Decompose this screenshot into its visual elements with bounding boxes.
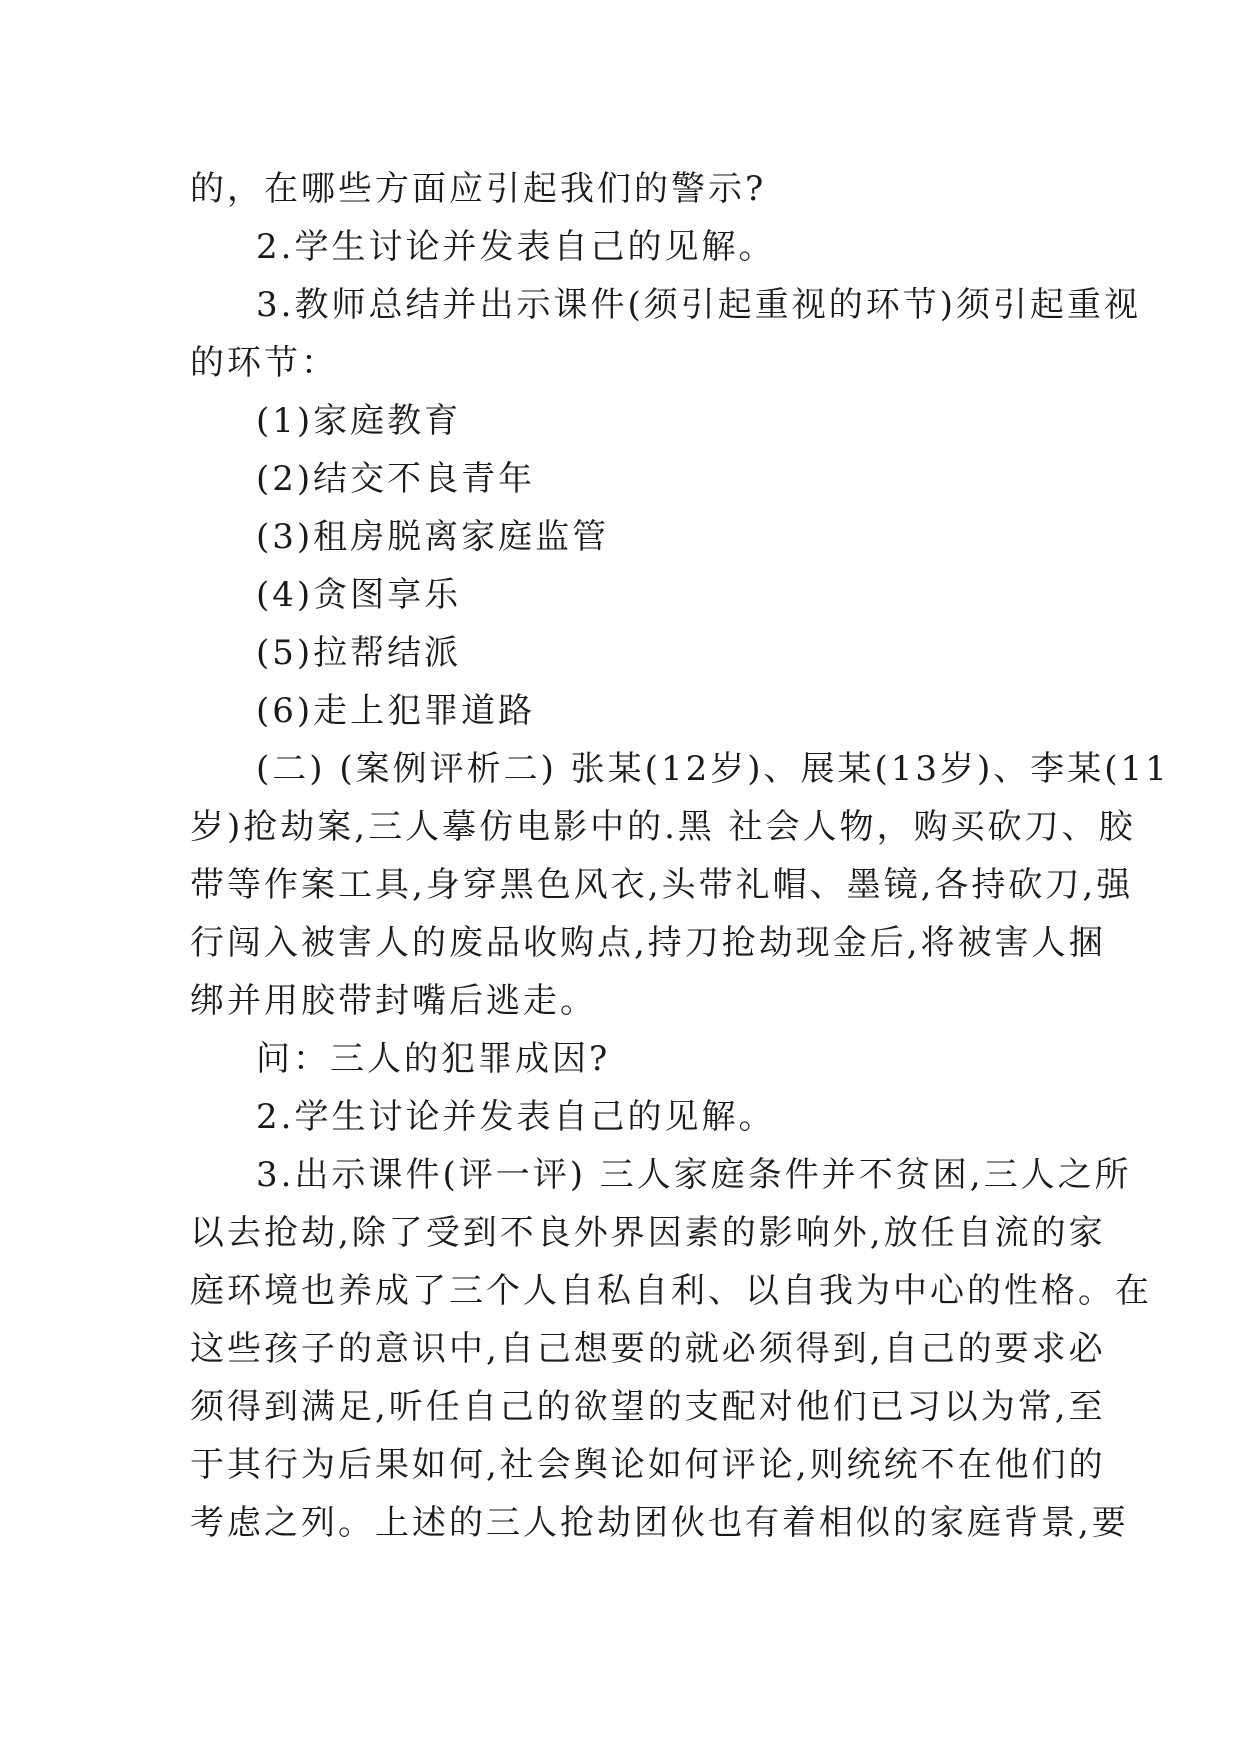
text-line: 3.出示课件(评一评) 三人家庭条件并不贫困,三人之所 <box>256 1155 1132 1195</box>
text-line: 问：三人的犯罪成因? <box>256 1039 611 1079</box>
text-line: 2.学生讨论并发表自己的见解。 <box>256 1097 776 1137</box>
text-line: 行闯入被害人的废品收购点,持刀抢劫现金后,将被害人捆 <box>190 923 1106 963</box>
text-line: 带等作案工具,身穿黑色风衣,头带礼帽、墨镜,各持砍刀,强 <box>190 865 1134 905</box>
list-item: (2)结交不良青年 <box>256 459 536 499</box>
list-item: (1)家庭教育 <box>256 401 462 441</box>
list-item: (4)贪图享乐 <box>256 575 462 615</box>
text-line: (二) (案例评析二) 张某(12岁)、展某(13岁)、李某(11 <box>256 749 1170 789</box>
list-item: (3)租房脱离家庭监管 <box>256 517 610 557</box>
text-line: 于其行为后果如何,社会舆论如何评论,则统统不在他们的 <box>190 1445 1106 1485</box>
text-line: 的环节： <box>190 343 338 383</box>
text-line: 3.教师总结并出示课件(须引起重视的环节)须引起重视 <box>256 285 1141 325</box>
text-line: 2.学生讨论并发表自己的见解。 <box>256 227 776 267</box>
text-line: 绑并用胶带封嘴后逃走。 <box>190 981 597 1021</box>
text-line: 以去抢劫,除了受到不良外界因素的影响外,放任自流的家 <box>190 1213 1106 1253</box>
text-line: 岁)抢劫案,三人摹仿电影中的.黑 社会人物，购买砍刀、胶 <box>190 807 1136 847</box>
list-item: (6)走上犯罪道路 <box>256 691 536 731</box>
text-line: 考虑之列。上述的三人抢劫团伙也有着相似的家庭背景,要 <box>190 1503 1129 1543</box>
list-item: (5)拉帮结派 <box>256 633 462 673</box>
text-line: 这些孩子的意识中,自己想要的就必须得到,自己的要求必 <box>190 1329 1106 1369</box>
text-line: 的，在哪些方面应引起我们的警示? <box>190 169 767 209</box>
text-line: 须得到满足,听任自己的欲望的支配对他们已习以为常,至 <box>190 1387 1106 1427</box>
document-body <box>190 160 1170 1552</box>
text-line: 庭环境也养成了三个人自私自利、以自我为中心的性格。在 <box>190 1271 1152 1311</box>
